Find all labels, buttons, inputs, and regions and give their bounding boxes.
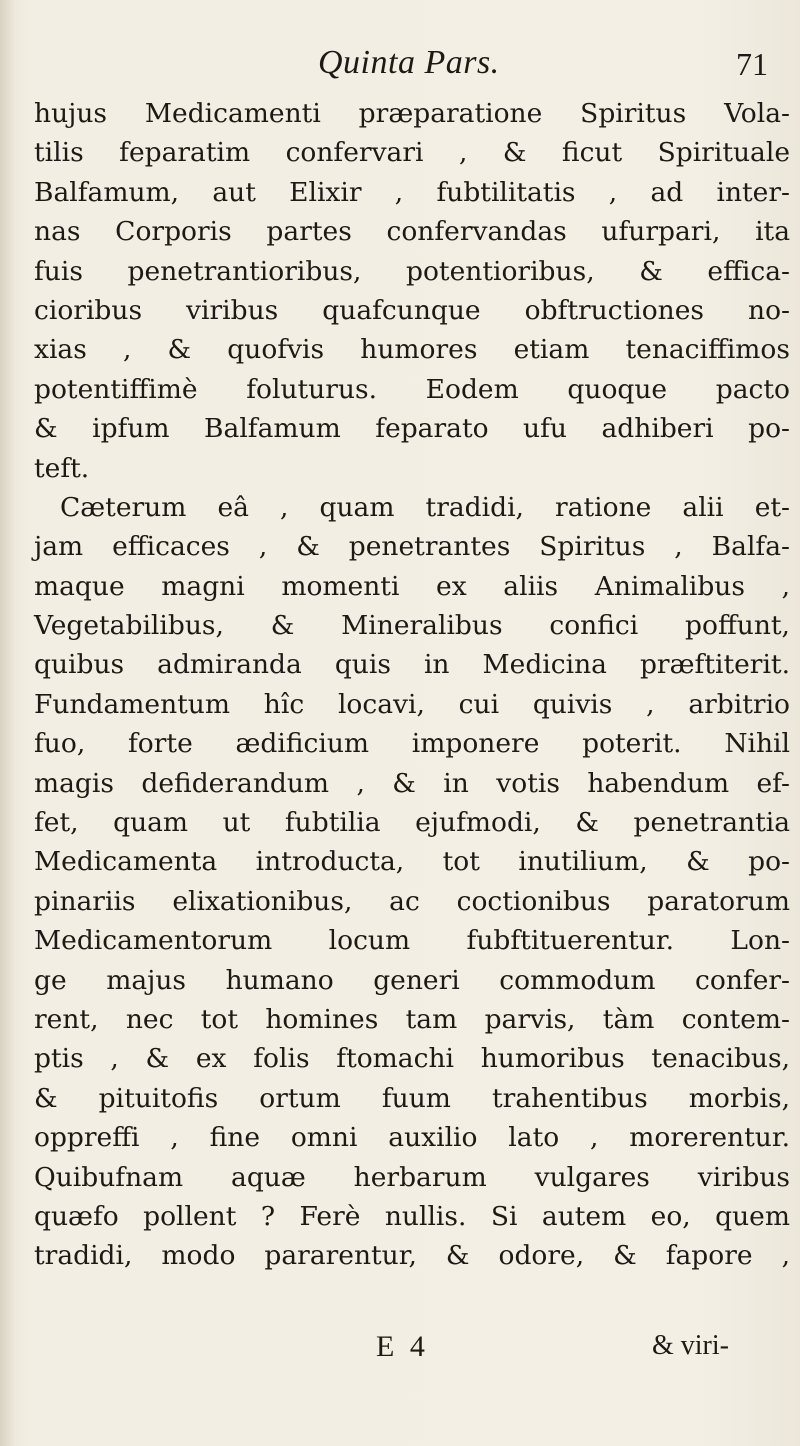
page-number: 71 (736, 46, 768, 82)
text-line: potentiffimè foluturus. Eodem quoque pacto (34, 373, 790, 405)
text-line: fuo, forte ædificium imponere poterit. Nihil (34, 728, 790, 760)
text-line: ptis , & ex folis ftomachi humoribus tenacibus, (34, 1043, 790, 1075)
text-line: Medicamentorum locum fubftituerentur. Lon- (34, 925, 790, 957)
text-line: fuis penetrantioribus, potentioribus, & effica- (34, 255, 790, 287)
text-line: nas Corporis partes confervandas ufurpari, ita (34, 216, 790, 248)
text-line: maque magni momenti ex aliis Animalibus , (34, 570, 790, 602)
text-line: magis defiderandum , & in votis habendum ef- (34, 767, 790, 799)
paragraph-start-line: Cæterum eâ , quam tradidi, ratione alii et- (60, 491, 790, 523)
text-line: teft. (34, 452, 90, 484)
text-line: quibus admiranda quis in Medicina præftiterit. (34, 649, 790, 681)
text-line: Vegetabilibus, & Mineralibus confici poffunt, (34, 610, 790, 642)
text-line: Fundamentum hîc locavi, cui quivis , arbitrio (34, 688, 790, 720)
text-line: & pituitofis ortum fuum trahentibus morbis, (34, 1082, 790, 1114)
body-text (34, 94, 790, 1276)
text-line: quæfo pollent ? Ferè nullis. Si autem eo, quem (34, 1200, 790, 1232)
text-line: cioribus viribus quafcunque obftructiones no- (34, 294, 790, 326)
text-line: pinariis elixationibus, ac coctionibus paratorum (34, 885, 790, 917)
text-line: Medicamenta introducta, tot inutilium, & po- (34, 846, 790, 878)
catchword: & viri- (652, 1330, 729, 1361)
text-line: ge majus humano generi commodum confer- (34, 964, 790, 996)
text-line: oppreffi , fine omni auxilio lato , morerentur. (34, 1122, 790, 1154)
text-line: Balfamum, aut Elixir , fubtilitatis , ad inter- (34, 176, 790, 208)
text-line: Quibufnam aquæ herbarum vulgares viribus (34, 1161, 790, 1193)
page-header (0, 44, 800, 90)
signature-mark: E 4 (376, 1330, 429, 1363)
running-head: Quinta Pars. (318, 44, 500, 81)
text-line: tilis feparatim confervari , & ficut Spirituale (34, 137, 790, 169)
text-line: tradidi, modo pararentur, & odore, & fapore , (34, 1240, 790, 1272)
text-line: fet, quam ut fubtilia ejufmodi, & penetrantia (34, 807, 790, 839)
page-gutter (0, 0, 14, 1446)
page-footer (0, 1330, 800, 1370)
text-line: & ipfum Balfamum feparato ufu adhiberi po- (34, 413, 790, 445)
text-line: jam efficaces , & penetrantes Spiritus , Balfa- (34, 531, 790, 563)
text-line: hujus Medicamenti præparatione Spiritus Vola- (34, 98, 790, 129)
text-line: xias , & quofvis humores etiam tenaciffimos (34, 334, 790, 366)
text-line: rent, nec tot homines tam parvis, tàm contem- (34, 1003, 790, 1035)
